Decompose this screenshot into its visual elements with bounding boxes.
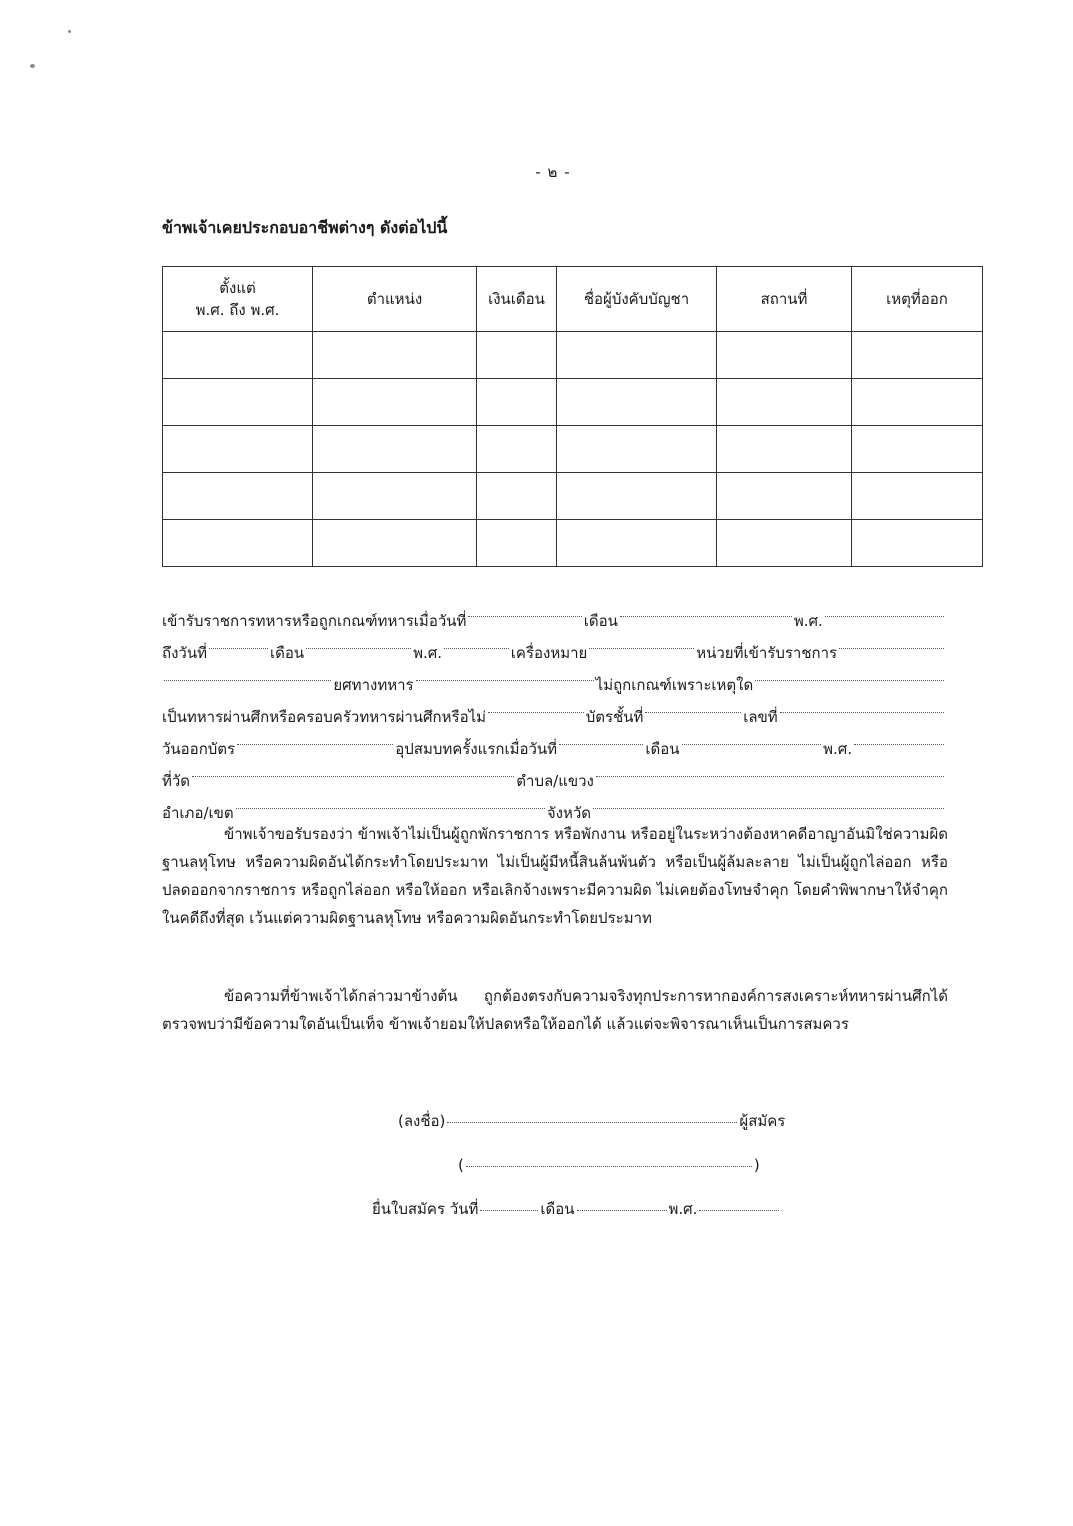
label-year: พ.ศ. bbox=[413, 644, 443, 662]
table-cell[interactable] bbox=[852, 520, 983, 567]
ordination-month-field[interactable] bbox=[680, 722, 824, 754]
table-cell[interactable] bbox=[477, 379, 557, 426]
table-cell[interactable] bbox=[717, 332, 852, 379]
table-cell[interactable] bbox=[852, 473, 983, 520]
table-cell[interactable] bbox=[477, 520, 557, 567]
label-card-issue-date: วันออกบัตร bbox=[162, 740, 236, 758]
table-cell[interactable] bbox=[852, 426, 983, 473]
entry-month-field[interactable] bbox=[618, 594, 794, 626]
header-position: ตำแหน่ง bbox=[313, 267, 477, 332]
table-row bbox=[163, 473, 983, 520]
label-subdistrict: ตำบล/แขวง bbox=[516, 772, 594, 790]
table-row bbox=[163, 520, 983, 567]
table-cell[interactable] bbox=[313, 426, 477, 473]
table-cell[interactable] bbox=[717, 426, 852, 473]
table-cell[interactable] bbox=[313, 520, 477, 567]
label-year: พ.ศ. bbox=[793, 612, 823, 630]
entry-day-field[interactable] bbox=[466, 594, 583, 626]
printed-name-line bbox=[458, 1150, 760, 1174]
label-card-class: บัตรชั้นที่ bbox=[585, 708, 644, 726]
table-cell[interactable] bbox=[557, 379, 717, 426]
declaration-paragraph: ข้อความที่ข้าพเจ้าได้กล่าวมาข้างต้น ถูกต้องตรงกับความจริงทุกประการหากองค์การสงเคราะห์ทหารผ่านศึกได้ตรวจพบว่ามีข้อความใดอันเป็นเท็จ ข้าพเจ้ายอมให้ปลดหรือให้ออกได้ แล้วแต่จะพิจารณาเห็นเป็นการสมควร bbox=[162, 987, 948, 1033]
label-month: เดือน bbox=[270, 644, 305, 662]
label-temple: ที่วัด bbox=[162, 772, 191, 790]
signature-field[interactable] bbox=[445, 1106, 739, 1126]
table-cell[interactable] bbox=[852, 332, 983, 379]
card-number-field[interactable] bbox=[778, 690, 946, 722]
table-header-row bbox=[163, 267, 983, 332]
scan-speck bbox=[68, 30, 71, 33]
label-military-rank: ยศทางทหาร bbox=[333, 676, 414, 694]
service-unit-field[interactable] bbox=[837, 626, 946, 658]
label-veteran-status: เป็นทหารผ่านศึกหรือครอบครัวทหารผ่านศึกหรือไม่ bbox=[162, 708, 487, 726]
table-cell[interactable] bbox=[852, 379, 983, 426]
table-cell[interactable] bbox=[313, 379, 477, 426]
label-card-number: เลขที่ bbox=[743, 708, 778, 726]
submission-date-line bbox=[372, 1194, 781, 1221]
header-supervisor: ชื่อผู้บังคับบัญชา bbox=[557, 267, 717, 332]
entry-year-field[interactable] bbox=[823, 594, 946, 626]
table-cell[interactable] bbox=[477, 473, 557, 520]
label-province: จังหวัด bbox=[546, 804, 592, 822]
certification-paragraph: ข้าพเจ้าขอรับรองว่า ข้าพเจ้าไม่เป็นผู้ถูกพักราชการ หรือพักงาน หรืออยู่ในระหว่างต้องหาคดีอาญาอันมิใช่ความผิดฐานลหุโทษ หรือความผิดอันได้กระทำโดยประมาท ไม่เป็นผู้มีหนี้สินล้นพ้นตัว หรือเป็นผู้ล้มละลาย ไม่เป็นผู้ถูกไล่ออก หรือปลดออกจากราชการ หรือถูกไล่ออก หรือให้ออก หรือเลิกจ้างเพราะมีความผิด ไม่เคยต้องโทษจำคุก โดยคำพิพากษาให้จำคุกในคดีถึงที่สุด เว้นแต่ความผิดฐานลหุโทษ หรือความผิดอันกระทำโดยประมาท bbox=[162, 825, 948, 927]
card-issue-date-field[interactable] bbox=[235, 722, 395, 754]
close-paren: ) bbox=[753, 1156, 760, 1174]
not-drafted-reason-field[interactable] bbox=[753, 658, 946, 690]
label-month: เดือน bbox=[645, 740, 680, 758]
label-not-drafted-reason: ไม่ถูกเกณฑ์เพราะเหตุใด bbox=[595, 676, 754, 694]
table-cell[interactable] bbox=[717, 473, 852, 520]
table-cell[interactable] bbox=[557, 426, 717, 473]
rank-detail-field[interactable] bbox=[414, 658, 596, 690]
table-cell[interactable] bbox=[163, 332, 313, 379]
header-location: สถานที่ bbox=[717, 267, 852, 332]
table-cell[interactable] bbox=[557, 332, 717, 379]
temple-field[interactable] bbox=[190, 754, 516, 786]
field-line-rank bbox=[162, 658, 946, 694]
label-military-entry-date: เข้ารับราชการทหารหรือถูกเกณฑ์ทหารเมื่อวันที่ bbox=[162, 612, 467, 630]
label-month: เดือน bbox=[540, 1200, 575, 1218]
insignia-field[interactable] bbox=[587, 626, 696, 658]
table-row bbox=[163, 379, 983, 426]
employment-history-table bbox=[162, 266, 983, 567]
printed-name-field[interactable] bbox=[464, 1150, 754, 1170]
until-month-field[interactable] bbox=[304, 626, 413, 658]
until-year-field[interactable] bbox=[442, 626, 511, 658]
submit-year-field[interactable] bbox=[697, 1194, 781, 1214]
header-salary: เงินเดือน bbox=[477, 267, 557, 332]
table-cell[interactable] bbox=[313, 473, 477, 520]
table-row bbox=[163, 426, 983, 473]
military-info-fields bbox=[162, 594, 946, 822]
until-day-field[interactable] bbox=[207, 626, 270, 658]
label-ordination-date: อุปสมบทครั้งแรกเมื่อวันที่ bbox=[395, 740, 558, 758]
table-cell[interactable] bbox=[717, 520, 852, 567]
table-cell[interactable] bbox=[163, 379, 313, 426]
rank-field[interactable] bbox=[162, 658, 333, 690]
label-year: พ.ศ. bbox=[668, 1200, 698, 1218]
label-until-date: ถึงวันที่ bbox=[162, 644, 207, 662]
section-heading: ข้าพเจ้าเคยประกอบอาชีพต่างๆ ดังต่อไปนี้ bbox=[162, 218, 448, 237]
table-cell[interactable] bbox=[163, 520, 313, 567]
card-class-field[interactable] bbox=[643, 690, 743, 722]
field-line-military-service bbox=[162, 594, 946, 630]
veteran-status-field[interactable] bbox=[486, 690, 586, 722]
subdistrict-field[interactable] bbox=[594, 754, 946, 786]
table-cell[interactable] bbox=[717, 379, 852, 426]
label-district: อำเภอ/เขต bbox=[162, 804, 234, 822]
label-month: เดือน bbox=[583, 612, 618, 630]
signature-line bbox=[398, 1106, 785, 1133]
submit-month-field[interactable] bbox=[575, 1194, 669, 1214]
province-field[interactable] bbox=[591, 786, 946, 818]
page-number: - ๒ - bbox=[535, 163, 571, 181]
submit-day-field[interactable] bbox=[478, 1194, 540, 1214]
table-cell[interactable] bbox=[557, 520, 717, 567]
field-line-veteran bbox=[162, 690, 946, 726]
label-insignia: เครื่องหมาย bbox=[510, 644, 588, 662]
table-cell[interactable] bbox=[477, 332, 557, 379]
open-paren: ( bbox=[458, 1156, 464, 1174]
label-applicant: ผู้สมัคร bbox=[739, 1112, 786, 1130]
table-row bbox=[163, 332, 983, 379]
table-cell[interactable] bbox=[313, 332, 477, 379]
label-service-unit: หน่วยที่เข้ารับราชการ bbox=[696, 644, 838, 662]
scan-speck bbox=[30, 64, 35, 68]
table-cell[interactable] bbox=[163, 426, 313, 473]
table-cell[interactable] bbox=[163, 473, 313, 520]
ordination-day-field[interactable] bbox=[557, 722, 645, 754]
label-submit-date: ยื่นใบสมัคร วันที่ bbox=[372, 1200, 479, 1218]
label-year: พ.ศ. bbox=[823, 740, 853, 758]
district-field[interactable] bbox=[234, 786, 547, 818]
header-reason-leaving: เหตุที่ออก bbox=[852, 267, 983, 332]
field-line-card-ordination bbox=[162, 722, 946, 758]
ordination-year-field[interactable] bbox=[852, 722, 946, 754]
header-period: ตั้งแต่ พ.ศ. ถึง พ.ศ. bbox=[163, 267, 313, 332]
label-sign: (ลงชื่อ) bbox=[398, 1112, 446, 1130]
table-cell[interactable] bbox=[557, 473, 717, 520]
table-cell[interactable] bbox=[477, 426, 557, 473]
